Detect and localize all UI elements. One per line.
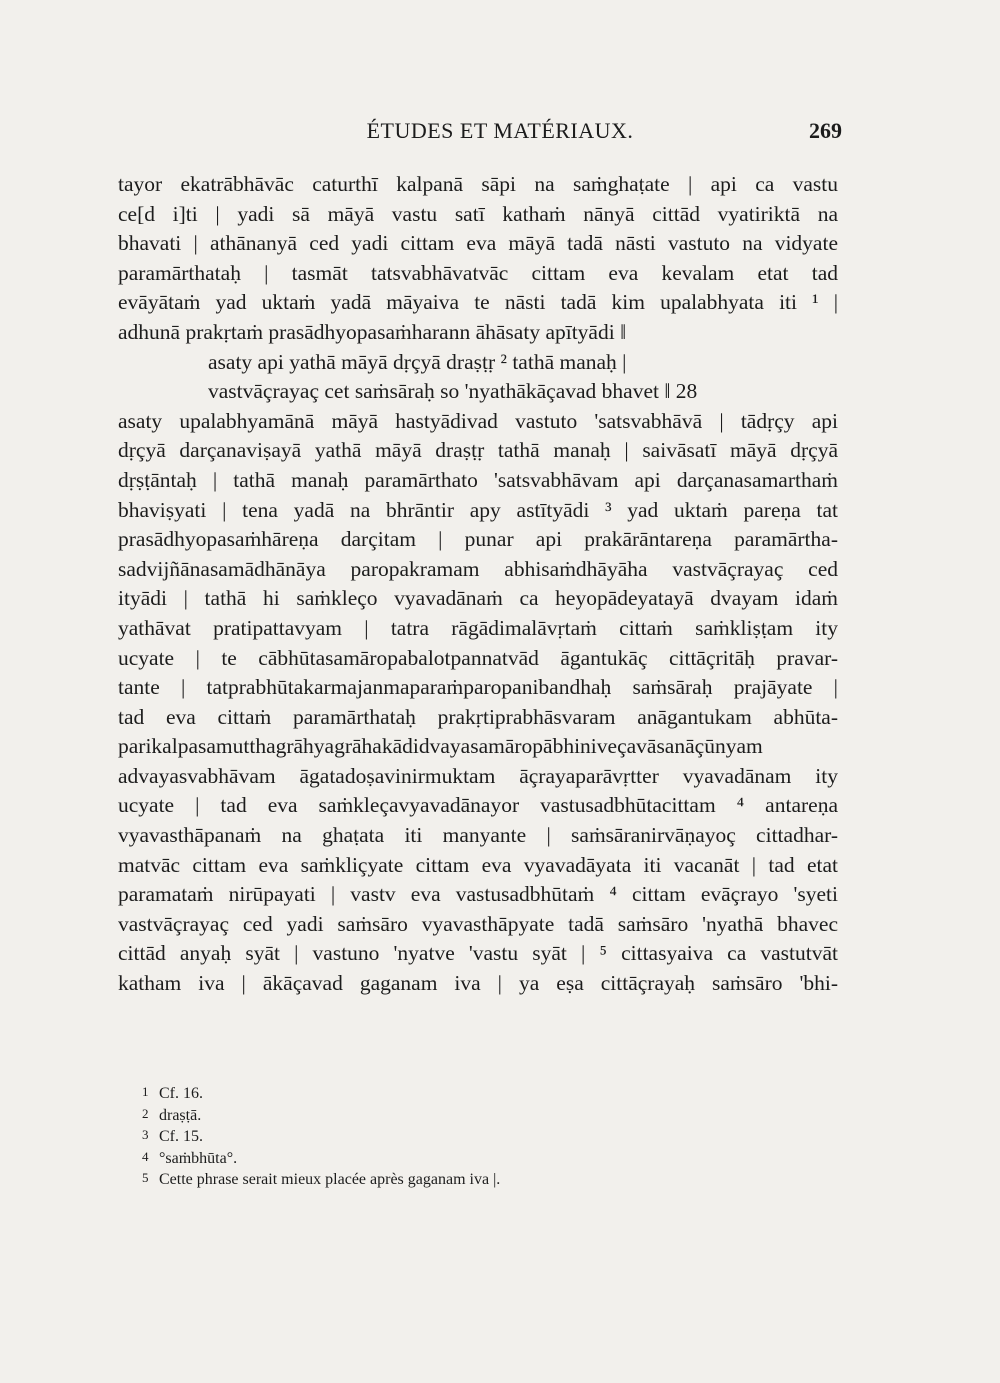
footnote-text: Cf. 16. xyxy=(159,1085,203,1102)
footnote-number: 3 xyxy=(142,1127,149,1142)
text-line: bhaviṣyati | tena yadā na bhrāntir apy astītyādi ³ yad uktaṁ pareṇa tat xyxy=(118,497,838,522)
text-line: ce[d i]ti | yadi sā māyā vastu satī kathaṁ nānyā cittād vyatiriktā na xyxy=(118,201,838,226)
text-line: matvāc cittam eva saṁkliçyate cittam eva vyavadāyata iti vacanāt | tad etat xyxy=(118,852,838,877)
footnote xyxy=(142,1125,842,1147)
text-line: ucyate | te cābhūtasamāropabalotpannatvād āgantukāç cittāçritāḥ pravar- xyxy=(118,645,838,670)
text-line: cittād anyaḥ syāt | vastuno 'nyatve 'vastu syāt | ⁵ cittasyaiva ca vastutvāt xyxy=(118,941,838,966)
text-line: tayor ekatrābhāvāc caturthī kalpanā sāpi na saṁghaṭate | api ca vastu xyxy=(118,172,838,196)
page-number: 269 xyxy=(809,118,842,143)
footnote-text: draṣṭā. xyxy=(159,1106,202,1124)
footnote-number: 4 xyxy=(142,1148,149,1164)
verse-line: vastvāçrayaç cet saṁsāraḥ so 'nyathākāçavad bhavet ‖ 28 xyxy=(208,379,698,404)
text-line: prasādhyopasaṁhāreṇa darçitam | punar api prakārāntareṇa paramārtha- xyxy=(118,527,838,552)
footnote-text: °saṁbhūta°. xyxy=(159,1149,238,1167)
text-line: parikalpasamutthagrāhyagrāhakādidvayasamāropābhiniveçavāsanāçūnyam xyxy=(118,734,763,759)
footnote xyxy=(142,1147,842,1169)
text-line: tad eva cittaṁ paramārthataḥ prakṛtiprabhāsvaram anāgantukam abhūta- xyxy=(118,704,838,729)
text-line: ityādi | tathā hi saṁkleço vyavadānaṁ ca heyopādeyatayā dvayam idaṁ xyxy=(118,586,838,611)
running-title: ÉTUDES ET MATÉRIAUX. xyxy=(366,118,634,143)
text-line: dṛçyā darçanaviṣayā yathā māyā draṣṭṛ tathā manaḥ | saivāsatī māyā dṛçyā xyxy=(118,438,838,463)
footnote xyxy=(142,1082,842,1104)
text-line: vyavasthāpanaṁ na ghaṭata iti manyante | saṁsāranirvāṇayoç cittadhar- xyxy=(118,823,838,848)
text-line: sadvijñānasamādhānāya paropakramam abhisaṁdhāyāha vastvāçrayaç ced xyxy=(118,556,838,581)
text-line: dṛṣṭāntaḥ | tathā manaḥ paramārthato 'satsvabhāvam api darçanasamarthaṁ xyxy=(118,467,838,492)
text-line: vastvāçrayaç ced yadi saṁsāro vyavasthāpyate tadā saṁsāro 'nyathā bhavec xyxy=(118,911,838,936)
text-line: evāyātaṁ yad uktaṁ yadā māyaiva te nāsti tadā kim upalabhyata iti ¹ | xyxy=(118,290,838,315)
text-line: asaty upalabhyamānā māyā hastyādivad vastuto 'satsvabhāvā | tādṛçy api xyxy=(118,408,838,433)
text-line: bhavati | athānanyā ced yadi cittam eva māyā tadā nāsti vastuto na vidyate xyxy=(118,231,838,256)
footnote-number: 1 xyxy=(142,1084,149,1099)
footnote xyxy=(142,1168,842,1190)
text-line: paramārthataḥ | tasmāt tatsvabhāvatvāc cittam eva kevalam etat tad xyxy=(118,260,838,285)
footnote-number: 2 xyxy=(142,1105,149,1121)
text-line: yathāvat pratipattavyam | tatra rāgādimalāvṛtaṁ cittaṁ saṁkliṣṭam ity xyxy=(118,615,838,640)
text-line: adhunā prakṛtaṁ prasādhyopasaṁharann āhāsaty apītyādi ‖ xyxy=(118,319,627,344)
footnotes xyxy=(142,1082,842,1190)
text-line: katham iva | ākāçavad gaganam iva | ya eṣa cittāçrayaḥ saṁsāro 'bhi- xyxy=(118,971,838,996)
text-line: advayasvabhāvam āgatadoṣavinirmuktam āçrayaparāvṛtter vyavadānam ity xyxy=(118,763,838,788)
verse-line: asaty api yathā māyā dṛçyā draṣṭṛ ² tathā manaḥ | xyxy=(208,349,627,374)
footnote-text: Cf. 15. xyxy=(159,1128,203,1145)
footnote-text: Cette phrase serait mieux placée après gaganam iva |. xyxy=(159,1171,501,1188)
footnote-number: 5 xyxy=(142,1170,149,1185)
footnote xyxy=(142,1104,842,1126)
text-line: tante | tatprabhūtakarmajanmaparaṁparopanibandhaḥ saṁsāraḥ prajāyate | xyxy=(118,675,838,700)
text-line: paramataṁ nirūpayati | vastv eva vastusadbhūtaṁ ⁴ cittam evāçrayo 'syeti xyxy=(118,882,838,907)
main-text-block xyxy=(118,170,838,999)
text-line: ucyate | tad eva saṁkleçavyavadānayor vastusadbhūtacittam ⁴ antareṇa xyxy=(118,793,838,818)
